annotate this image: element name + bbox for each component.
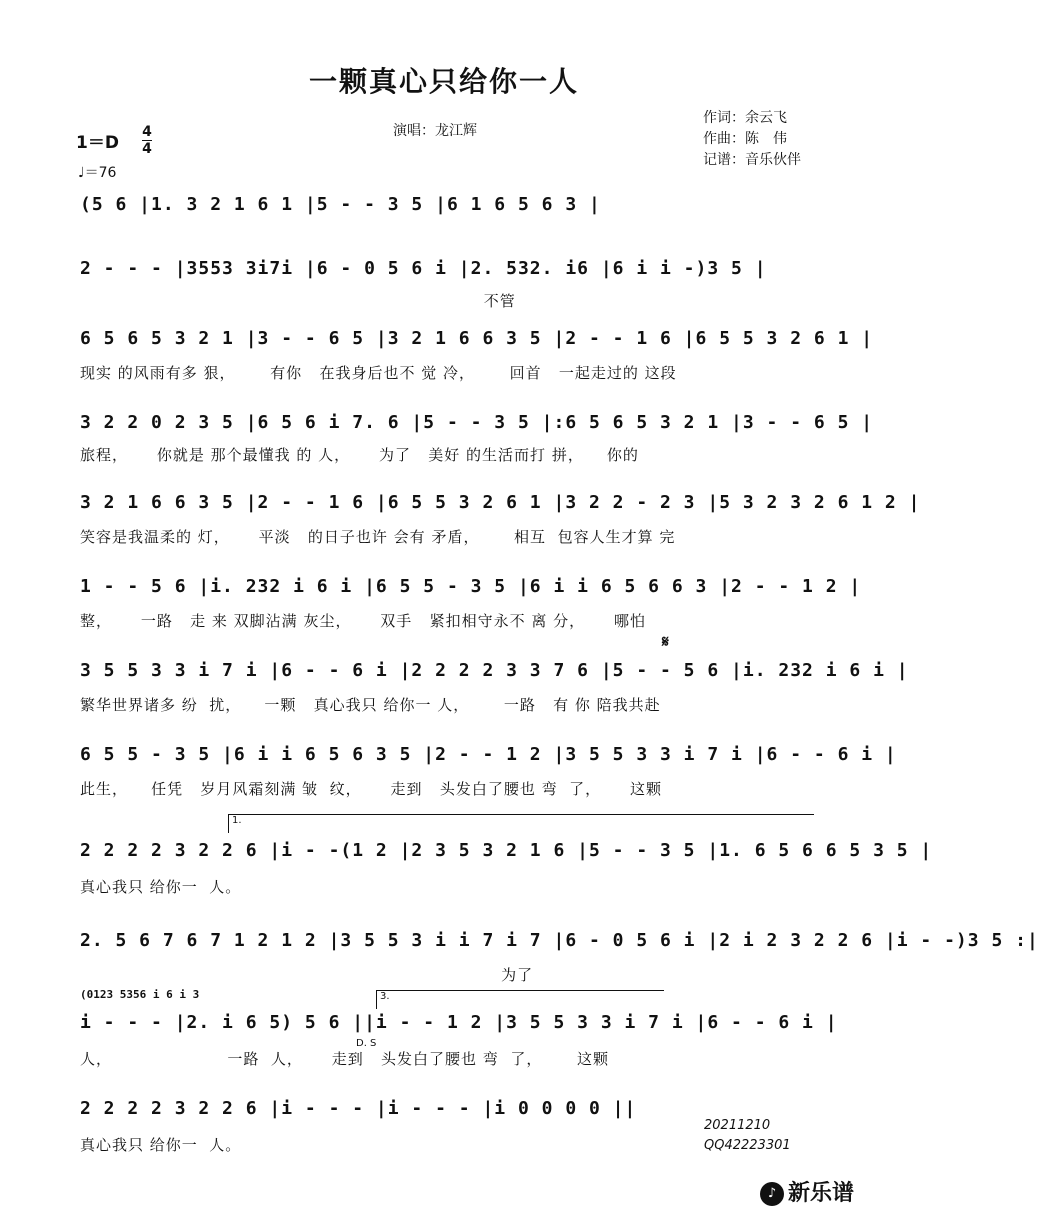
time-signature-bottom: 4 bbox=[142, 141, 152, 157]
score-row bbox=[80, 488, 921, 546]
credits-block bbox=[703, 108, 801, 171]
grace-notes: (0123 5356 i 6 i 3 bbox=[80, 988, 200, 1001]
score-row bbox=[80, 926, 1039, 984]
site-logo bbox=[760, 1176, 854, 1207]
segno-sign: 𝄋 bbox=[662, 632, 669, 651]
score-row bbox=[80, 408, 874, 464]
key-signature: 1＝D bbox=[76, 133, 119, 153]
logo-text: 新乐谱 bbox=[788, 1181, 855, 1206]
time-signature-top: 4 bbox=[142, 124, 152, 140]
date-stamp: 20211210 bbox=[704, 1118, 771, 1133]
qq-stamp: QQ42223301 bbox=[704, 1138, 791, 1153]
score-row bbox=[80, 740, 897, 798]
notation-line: 3 5 5 3 3 i 7 i |6 - - 6 i |2 2 2 2 3 3 7 6 |5 - - 5 6 |i. 232 i 6 i | bbox=[80, 660, 909, 681]
lyric-line: 为了 bbox=[80, 966, 534, 984]
lyric-line: 不管 bbox=[80, 292, 516, 310]
score-row bbox=[80, 836, 933, 896]
lyric-line: 繁华世界诸多 纷 扰， 一颗 真心我只 给你一 人， 一路 有 你 陪我共赴 bbox=[80, 696, 661, 714]
score-row bbox=[80, 656, 909, 714]
lyric-line: 现实 的风雨有多 狠， 有你 在我身后也不 觉 冷， 回首 一起走过的 这段 bbox=[80, 364, 677, 382]
tempo-marking: ♩＝76 bbox=[78, 165, 117, 181]
notation-line: 2 2 2 2 3 2 2 6 |i - -(1 2 |2 3 5 3 2 1 6 |5 - - 3 5 |1. 6 5 6 6 5 3 5 | bbox=[80, 840, 933, 861]
lyric-line: 旅程， 你就是 那个最懂我 的 人， 为了 美好 的生活而打 拼， 你的 bbox=[80, 446, 639, 464]
notation-line: 6 5 6 5 3 2 1 |3 - - 6 5 |3 2 1 6 6 3 5 |2 - - 1 6 |6 5 5 3 2 6 1 | bbox=[80, 328, 874, 349]
music-disc-icon: ♪ bbox=[760, 1182, 784, 1206]
time-signature bbox=[142, 124, 152, 157]
ds-marking: D. S bbox=[356, 1038, 377, 1049]
notation-line: 2. 5 6 7 6 7 1 2 1 2 |3 5 5 3 i i 7 i 7 |6 - 0 5 6 i |2 i 2 3 2 2 6 |i - -)3 5 :| bbox=[80, 930, 1039, 951]
lyric-line: 真心我只 给你一 人。 bbox=[80, 1136, 242, 1154]
lyric-line: 整， 一路 走 来 双脚沾满 灰尘， 双手 紧扣相守永不 离 分， 哪怕 bbox=[80, 612, 646, 630]
notation-line: i - - - |2. i 6 5) 5 6 ||i - - 1 2 |3 5 5 3 3 i 7 i |6 - - 6 i | bbox=[80, 1012, 838, 1033]
notation-line: 2 2 2 2 3 2 2 6 |i - - - |i - - - |i 0 0 0 0 || bbox=[80, 1098, 637, 1119]
lyricist-credit: 作词：余云飞 bbox=[703, 110, 787, 126]
third-ending-bracket: 3. bbox=[376, 990, 664, 1009]
lyric-line: 真心我只 给你一 人。 bbox=[80, 878, 242, 896]
composer-credit: 作曲：陈 伟 bbox=[703, 131, 787, 147]
song-title: 一颗真心只给你一人 bbox=[308, 65, 579, 98]
score-row bbox=[80, 190, 820, 224]
score-row bbox=[80, 572, 862, 630]
singer-credit: 演唱：龙江辉 bbox=[393, 123, 477, 139]
notation-line: 3 2 2 0 2 3 5 |6 5 6 i 7. 6 |5 - - 3 5 |:6 5 6 5 3 2 1 |3 - - 6 5 | bbox=[80, 412, 874, 433]
score-row bbox=[80, 324, 874, 382]
notation-line: 6 5 5 - 3 5 |6 i i 6 5 6 3 5 |2 - - 1 2 |3 5 5 3 3 i 7 i |6 - - 6 i | bbox=[80, 744, 897, 765]
transcriber-credit: 记谱：音乐伙伴 bbox=[703, 152, 801, 168]
notation-line: 3 2 1 6 6 3 5 |2 - - 1 6 |6 5 5 3 2 6 1 |3 2 2 - 2 3 |5 3 2 3 2 6 1 2 | bbox=[80, 492, 921, 513]
lyric-line: 此生， 任凭 岁月风霜刻满 皱 纹， 走到 头发白了腰也 弯 了， 这颗 bbox=[80, 780, 662, 798]
score-row bbox=[80, 254, 820, 310]
first-ending-bracket: 1. bbox=[228, 814, 814, 833]
lyric-line: 笑容是我温柔的 灯， 平淡 的日子也许 会有 矛盾， 相互 包容人生才算 完 bbox=[80, 528, 676, 546]
lyric-line: 人， 一路 人， 走到 头发白了腰也 弯 了， 这颗 bbox=[80, 1050, 609, 1068]
notation-line: 1 - - 5 6 |i. 232 i 6 i |6 5 5 - 3 5 |6 i i 6 5 6 6 3 |2 - - 1 2 | bbox=[80, 576, 862, 597]
notation-line: (5 6 |1. 3 2 1 6 1 |5 - - 3 5 |6 1 6 5 6 3 | bbox=[80, 194, 601, 215]
notation-line: 2 - - - |3553 3i7i |6 - 0 5 6 i |2. 532. i6 |6 i i -)3 5 | bbox=[80, 258, 767, 279]
